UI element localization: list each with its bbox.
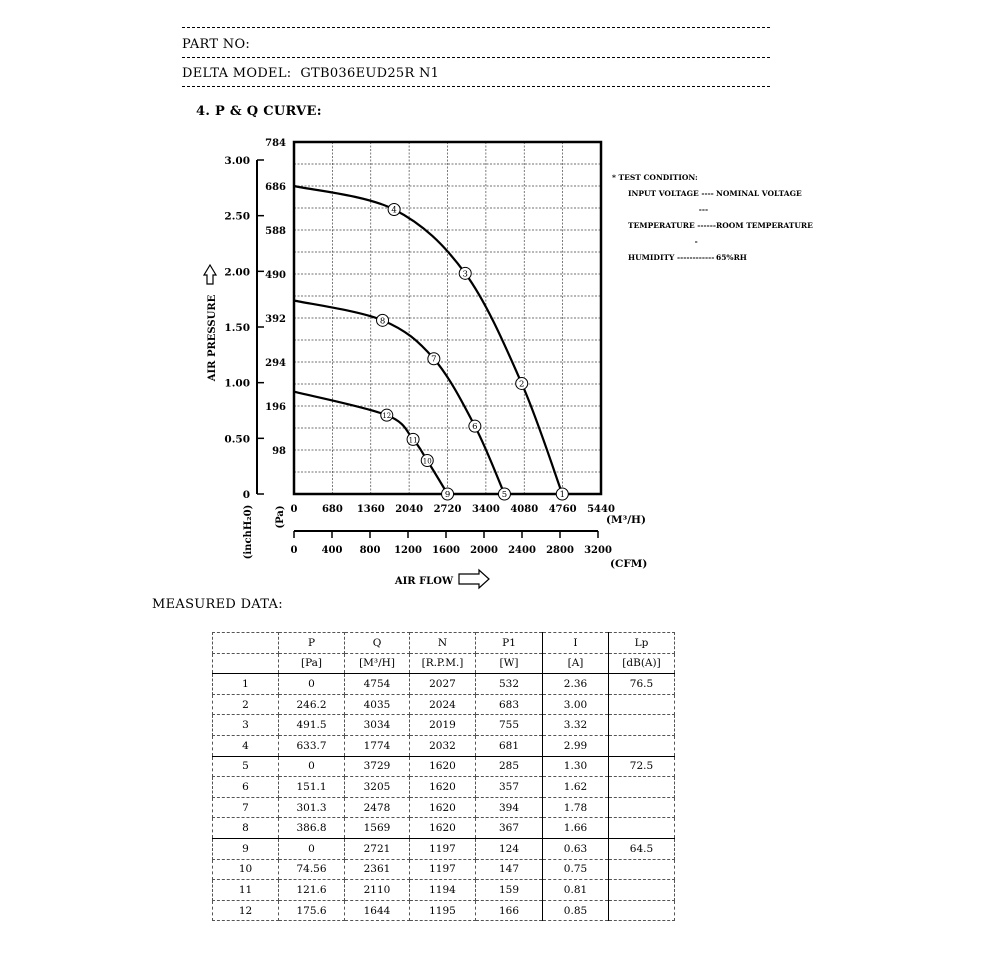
pq-curve-line (294, 300, 504, 494)
m3h-tick-label: 680 (321, 504, 343, 515)
pa-tick-label: 686 (265, 182, 286, 193)
table-cell: 0.63 (543, 838, 609, 859)
cfm-tick-label: 0 (290, 545, 298, 556)
table-cell: 1620 (410, 818, 476, 839)
table-units-row (213, 653, 675, 674)
table-cell: 1774 (345, 735, 410, 756)
test-condition-row: HUMIDITY ------------ 65%RH (612, 250, 813, 266)
table-cell: 1 (213, 674, 279, 695)
cfm-tick-label: 2800 (546, 545, 574, 556)
table-cell (213, 653, 279, 674)
table-cell (213, 633, 279, 654)
table-cell: 5 (213, 756, 279, 777)
inch-tick-label: 2.50 (224, 210, 250, 223)
table-cell: 2019 (410, 715, 476, 736)
table-cell (609, 818, 675, 839)
table-cell: 0.85 (543, 900, 609, 921)
data-point-label: 12 (382, 412, 392, 421)
table-cell: 2.99 (543, 735, 609, 756)
table-cell: 0 (279, 756, 345, 777)
data-point-label: 11 (408, 436, 418, 445)
table-cell: 4 (213, 735, 279, 756)
table-cell: 1195 (410, 900, 476, 921)
table-cell: Lp (609, 633, 675, 654)
table-cell: 8 (213, 818, 279, 839)
table-cell: [W] (476, 653, 543, 674)
y-axis-title: AIR PRESSURE (207, 294, 218, 382)
table-row (213, 818, 675, 839)
table-cell: [dB(A)] (609, 653, 675, 674)
table-cell: [R.P.M.] (410, 653, 476, 674)
table-cell: [M³/H] (345, 653, 410, 674)
table-cell: P1 (476, 633, 543, 654)
table-cell: 121.6 (279, 880, 345, 901)
table-cell: 394 (476, 797, 543, 818)
table-header-row (213, 633, 675, 654)
test-condition-key: HUMIDITY (628, 253, 675, 262)
data-point-label: 9 (444, 490, 451, 500)
table-cell: 1197 (410, 838, 476, 859)
pa-tick-label: 196 (265, 402, 286, 413)
table-row (213, 756, 675, 777)
table-cell: 0.75 (543, 859, 609, 880)
table-cell: Q (345, 633, 410, 654)
table-cell: 683 (476, 694, 543, 715)
table-cell: 386.8 (279, 818, 345, 839)
model-value: GTB036EUD25R N1 (300, 66, 440, 81)
inch-tick-label: 3.00 (224, 155, 250, 167)
table-row (213, 859, 675, 880)
cfm-tick-label: 800 (359, 545, 381, 556)
table-cell: 11 (213, 880, 279, 901)
test-condition-value: ROOM TEMPERATURE (716, 221, 813, 230)
table-cell: 1.78 (543, 797, 609, 818)
m3h-tick-label: 0 (290, 504, 298, 515)
m3h-unit: (M³/H) (606, 514, 646, 526)
m3h-tick-label: 2720 (433, 504, 462, 515)
table-cell: 1.30 (543, 756, 609, 777)
pa-tick-label: 392 (265, 314, 286, 325)
table-cell: 9 (213, 838, 279, 859)
table-cell: 3.32 (543, 715, 609, 736)
m3h-tick-label: 3400 (471, 504, 500, 515)
measured-data-title: MEASURED DATA: (152, 597, 283, 612)
table-cell: 166 (476, 900, 543, 921)
table-cell: 3.00 (543, 694, 609, 715)
pa-tick-label: 490 (265, 270, 286, 281)
test-condition-value: NOMINAL VOLTAGE (716, 189, 802, 198)
test-condition-key: INPUT VOLTAGE (628, 189, 699, 198)
cfm-tick-label: 400 (321, 545, 343, 556)
table-cell: 175.6 (279, 900, 345, 921)
table-row (213, 797, 675, 818)
cfm-tick-label: 2400 (508, 545, 536, 556)
table-cell: [Pa] (279, 653, 345, 674)
table-cell (609, 777, 675, 798)
table-cell (609, 859, 675, 880)
table-cell: 2027 (410, 674, 476, 695)
m3h-tick-label: 2040 (395, 504, 424, 515)
pa-tick-label: 588 (265, 226, 286, 237)
table-cell: 0 (279, 674, 345, 695)
table-cell: N (410, 633, 476, 654)
m3h-tick-label: 4080 (510, 504, 539, 515)
table-row (213, 674, 675, 695)
table-cell (609, 715, 675, 736)
pa-unit: (Pa) (275, 505, 286, 529)
table-cell: 1.62 (543, 777, 609, 798)
table-row (213, 777, 675, 798)
test-condition (612, 170, 813, 266)
table-cell (609, 880, 675, 901)
cfm-tick-label: 3200 (584, 545, 612, 556)
data-point-label: 2 (518, 379, 525, 390)
table-cell: 0.81 (543, 880, 609, 901)
table-cell: 3 (213, 715, 279, 736)
data-point-label: 6 (472, 422, 478, 433)
table-cell: 3729 (345, 756, 410, 777)
data-point-label: 8 (379, 316, 386, 327)
table-cell: 532 (476, 674, 543, 695)
table-cell: 2.36 (543, 674, 609, 695)
table-cell: 0 (279, 838, 345, 859)
x-axis-title: AIR FLOW (394, 576, 454, 587)
table-row (213, 694, 675, 715)
part-no-label: PART NO: (182, 37, 251, 52)
table-row (213, 900, 675, 921)
table-cell: 1569 (345, 818, 410, 839)
table-cell: 4035 (345, 694, 410, 715)
right-arrow-icon (459, 570, 489, 588)
inch-tick-label: 0 (242, 489, 250, 501)
table-cell: 1644 (345, 900, 410, 921)
table-cell: 755 (476, 715, 543, 736)
pa-tick-label: 294 (265, 358, 286, 369)
test-condition-title: * TEST CONDITION: (612, 173, 698, 182)
table-cell: 7 (213, 797, 279, 818)
data-point-label: 7 (431, 354, 437, 365)
table-cell: 2361 (345, 859, 410, 880)
data-point-label: 4 (391, 205, 397, 216)
data-point-label: 10 (422, 457, 432, 466)
test-condition-row: TEMPERATURE ------- ROOM TEMPERATURE (612, 218, 813, 250)
table-row (213, 735, 675, 756)
cfm-tick-label: 1600 (432, 545, 460, 556)
test-condition-row: INPUT VOLTAGE ------- NOMINAL VOLTAGE (612, 186, 813, 218)
inch-tick-label: 2.00 (224, 266, 250, 279)
table-cell: 1197 (410, 859, 476, 880)
data-point-label: 1 (559, 490, 565, 500)
table-cell: 633.7 (279, 735, 345, 756)
data-point-label: 5 (501, 490, 508, 500)
inch-tick-label: 1.00 (224, 377, 250, 390)
table-cell: 2110 (345, 880, 410, 901)
data-point-label: 3 (462, 269, 468, 280)
table-cell (609, 735, 675, 756)
table-cell: 124 (476, 838, 543, 859)
test-condition-key: TEMPERATURE (628, 221, 695, 230)
table-cell (609, 797, 675, 818)
table-cell: 2478 (345, 797, 410, 818)
table-cell: 285 (476, 756, 543, 777)
table-cell: 1.66 (543, 818, 609, 839)
cfm-tick-label: 2000 (470, 545, 498, 556)
m3h-tick-label: 4760 (548, 504, 577, 515)
measured-data-table (212, 632, 675, 921)
table-cell: 2 (213, 694, 279, 715)
table-cell: 2032 (410, 735, 476, 756)
table-row (213, 715, 675, 736)
inch-unit: (inchH₂0) (243, 504, 254, 560)
cfm-unit: (CFM) (610, 558, 648, 570)
table-cell: [A] (543, 653, 609, 674)
table-cell: 72.5 (609, 756, 675, 777)
table-cell: 3205 (345, 777, 410, 798)
m3h-tick-label: 1360 (356, 504, 385, 515)
table-cell: 76.5 (609, 674, 675, 695)
table-cell: 301.3 (279, 797, 345, 818)
table-row (213, 880, 675, 901)
table-cell (609, 900, 675, 921)
inch-tick-label: 1.50 (224, 322, 250, 334)
table-cell: 4754 (345, 674, 410, 695)
inch-tick-label: 0.50 (224, 433, 250, 446)
table-cell: P (279, 633, 345, 654)
table-cell: 681 (476, 735, 543, 756)
cfm-tick-label: 1200 (394, 545, 422, 556)
table-cell: 1620 (410, 777, 476, 798)
pa-tick-label: 784 (265, 138, 286, 149)
pa-tick-label: 98 (272, 446, 286, 457)
model-label: DELTA MODEL: (182, 66, 292, 81)
table-cell: 2721 (345, 838, 410, 859)
section-title: 4. P & Q CURVE: (196, 104, 322, 119)
table-cell: 1194 (410, 880, 476, 901)
table-cell: 147 (476, 859, 543, 880)
table-cell: 1620 (410, 756, 476, 777)
table-cell: 491.5 (279, 715, 345, 736)
table-cell: 367 (476, 818, 543, 839)
table-cell: 64.5 (609, 838, 675, 859)
up-arrow-icon (204, 265, 216, 284)
table-cell: 357 (476, 777, 543, 798)
m3h-tick-label: 5440 (587, 504, 615, 515)
test-condition-value: 65%RH (716, 253, 747, 262)
table-cell: 74.56 (279, 859, 345, 880)
table-cell: 6 (213, 777, 279, 798)
table-cell: 10 (213, 859, 279, 880)
table-cell: 159 (476, 880, 543, 901)
table-cell (609, 694, 675, 715)
table-cell: 246.2 (279, 694, 345, 715)
table-cell: I (543, 633, 609, 654)
table-cell: 1620 (410, 797, 476, 818)
table-cell: 3034 (345, 715, 410, 736)
table-cell: 2024 (410, 694, 476, 715)
table-cell: 151.1 (279, 777, 345, 798)
table-cell: 12 (213, 900, 279, 921)
table-row (213, 838, 675, 859)
